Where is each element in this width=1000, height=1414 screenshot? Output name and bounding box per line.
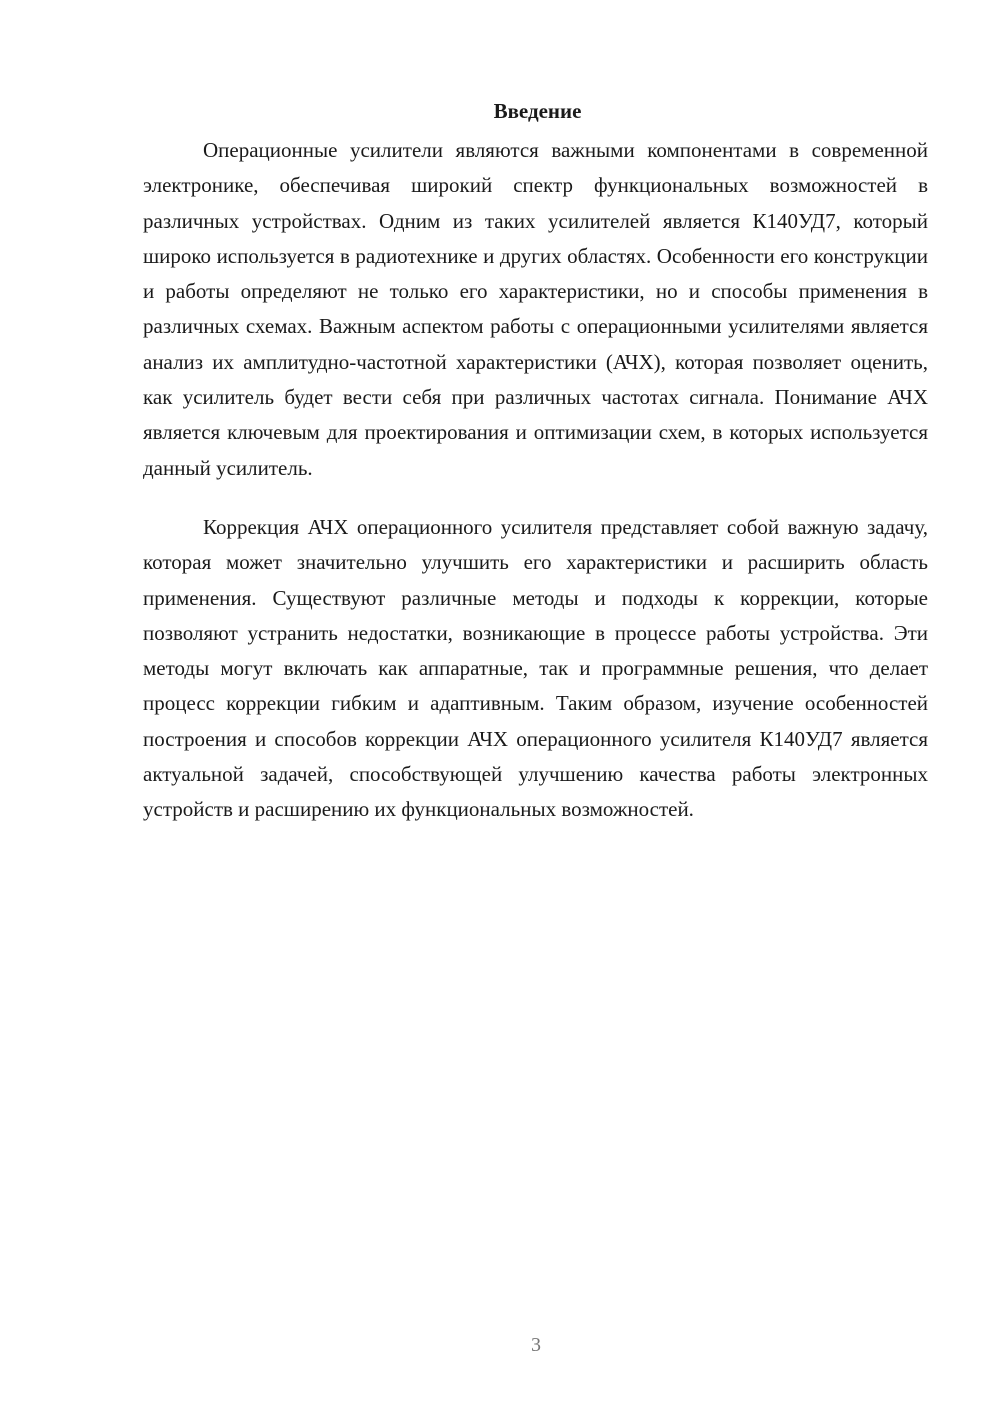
paragraph-intro: Операционные усилители являются важными компонентами в современной электронике, обеспечивая широкий спектр функциональных возможностей в различных устройствах. Одним из таких усилителей является К140УД7, который широко используется в радиотехнике и других областях. Особенности его конструкции и работы определяют не только его характеристики, но и способы применения в различных схемах. Важным аспектом работы с операционными усилителями является анализ их амплитудно-частотной характеристики (АЧХ), которая позволяет оценить, как усилитель будет вести себя при различных частотах сигнала. Понимание АЧХ является ключевым для проектирования и оптимизации схем, в которых используется данный усилитель.	[143, 138, 928, 480]
page-content	[143, 93, 928, 828]
page-number: 3	[531, 1334, 541, 1356]
section-title: Введение	[493, 99, 582, 123]
paragraph-correction: Коррекция АЧХ операционного усилителя представляет собой важную задачу, которая может значительно улучшить его характеристики и расширить область применения. Существуют различные методы и подходы к коррекции, которые позволяют устранить недостатки, возникающие в процессе работы устройства. Эти методы могут включать как аппаратные, так и программные решения, что делает процесс коррекции гибким и адаптивным. Таким образом, изучение особенностей построения и способов коррекции АЧХ операционного усилителя К140УД7 является актуальной задачей, способствующей улучшению качества работы электронных устройств и расширению их функциональных возможностей.	[143, 514, 928, 822]
